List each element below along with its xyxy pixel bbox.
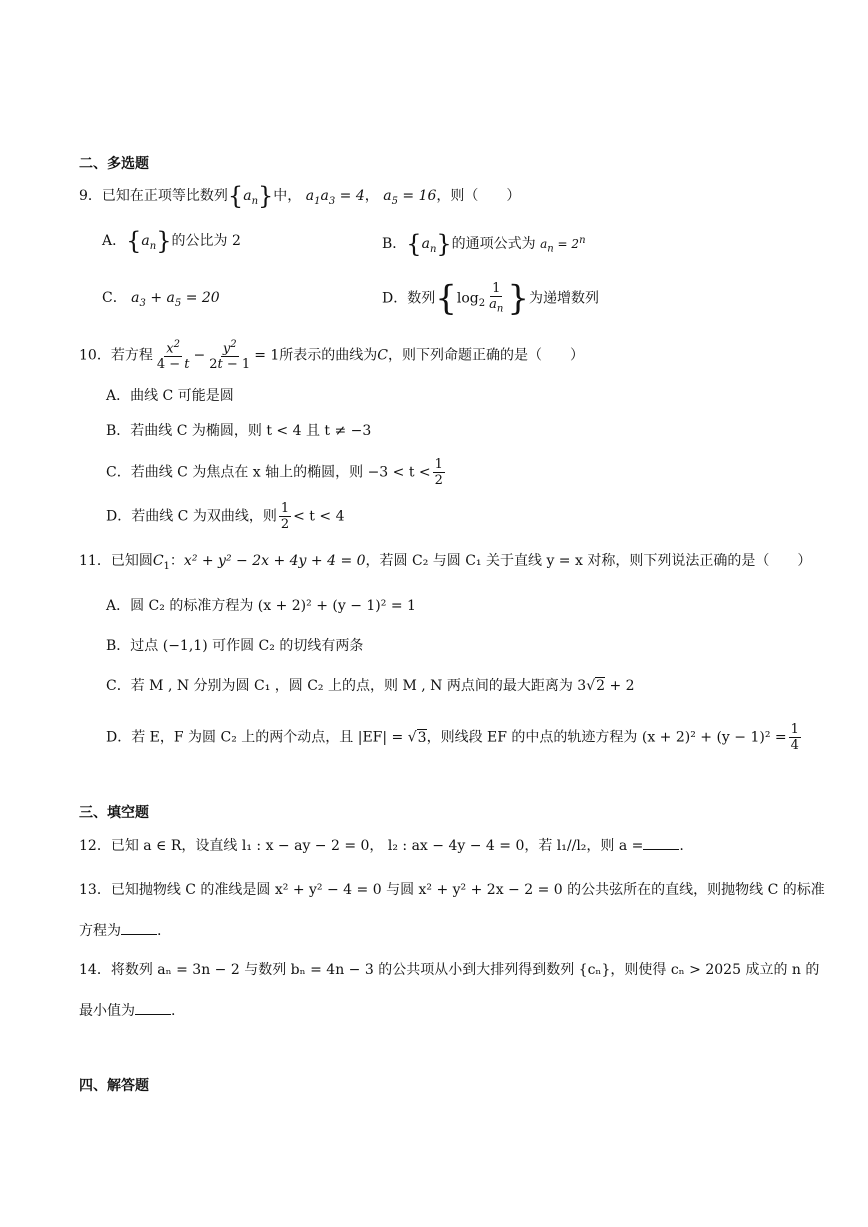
q10-c-pre: C．若曲线 C 为焦点在 x 轴上的椭圆，则 −3 < t < <box>106 464 431 481</box>
q9-b-label: B． <box>382 236 407 252</box>
q11-d-frac-num: 1 <box>790 722 799 737</box>
q13-line2 <box>79 920 161 941</box>
q9-a-label: A． <box>102 233 127 249</box>
q9-c-label: C． <box>102 290 127 306</box>
q11-stem-mid: ，若圆 C₂ 与圆 C₁ 关于直线 y = x 对称，则下列说法正确的是（ ） <box>365 553 812 569</box>
q13-blank[interactable] <box>121 920 157 935</box>
q10-stem-end: ，则下列命题正确的是（ ） <box>388 347 584 364</box>
q13-line1: 13．已知抛物线 C 的准线是圆 x² + y² − 4 = 0 与圆 x² + y² + 2x − 2 = 0 的公共弦所在的直线，则抛物线 C 的标准 <box>79 882 825 898</box>
q9-d-post: 为递增数列 <box>528 290 599 307</box>
section-multi-choice: 二、多选题 <box>79 156 149 172</box>
q10-d-pre: D．若曲线 C 为双曲线，则 <box>106 508 277 525</box>
q9-option-b[interactable]: B．$\{a_n\}$的通项公式为 $a_n = 2^n$ <box>382 230 586 258</box>
q14-line2-text: 最小值为 <box>79 1003 135 1019</box>
q11-option-d[interactable]: D．若 E，F 为圆 C₂ 上的两个动点，且 |EF| = √3，则线段 EF 的中点的轨迹方程为 (x + 2)² + (y − 1)² = $\frac{1}{4}$ <box>106 722 799 753</box>
q13-end: . <box>157 923 162 939</box>
q12 <box>79 835 684 856</box>
q9-stem-pre: 9．已知在正项等比数列 <box>79 188 228 204</box>
q10-stem-pre: 10．若方程 <box>79 347 153 364</box>
q11-stem: 11．已知圆$C_1$：x² + y² − 2x + 4y + 4 = 0，若圆 C₂ 与圆 C₁ 关于直线 y = x 对称，则下列说法正确的是（ ） <box>79 553 812 572</box>
q9-option-a[interactable]: A．$\{a_n\}$的公比为 2 <box>102 227 241 255</box>
q11-c-pre: C．若 M , N 分别为圆 C₁ ，圆 C₂ 上的点，则 M , N 两点间的最大距离为 3 <box>106 678 587 694</box>
q10-option-d[interactable]: D．若曲线 C 为双曲线，则 $\frac{1}{2}$ < t < 4 <box>106 501 345 532</box>
q9-c-text: $a_3 + a_5 = 20$ <box>131 290 220 309</box>
q9-option-d[interactable]: D．数列{$\log_2$ $\frac{1}{a_n}$ }为递增数列 <box>382 278 599 319</box>
q11-c-post: + 2 <box>609 678 635 694</box>
q14-line1: 14．将数列 aₙ = 3n − 2 与数列 bₙ = 4n − 3 的公共项从小到大排列得到数列 {cₙ}，则使得 cₙ > 2025 成立的 n 的 <box>79 962 820 978</box>
q9-b-text: 的通项公式为 <box>451 236 536 252</box>
q10-stem: 10．若方程 $\frac{x^2}{4 - t}$ − $\frac{y^2}{2t - 1}$ = 1所表示的曲线为C，则下列命题正确的是（ ） <box>79 339 584 373</box>
q14-blank[interactable] <box>135 1000 171 1015</box>
q9-option-c[interactable] <box>102 288 220 314</box>
q14-line2 <box>79 1000 175 1021</box>
q10-stem-post: 所表示的曲线为 <box>279 347 378 364</box>
q12-end: . <box>679 838 684 854</box>
q11-d-pre: D．若 E，F 为圆 C₂ 上的两个动点，且 |EF| = <box>106 729 404 746</box>
q11-option-b[interactable]: B．过点 (−1,1) 可作圆 C₂ 的切线有两条 <box>106 638 364 654</box>
q12-text: 12．已知 a ∈ R，设直线 l₁ : x − ay − 2 = 0， l₂ : ax − 4y − 4 = 0，若 l₁//l₂，则 a = <box>79 838 644 854</box>
section-fill-blank: 三、填空题 <box>79 805 149 821</box>
q10-d-post: < t < 4 <box>293 508 345 525</box>
q11-option-c[interactable]: C．若 M , N 分别为圆 C₁ ，圆 C₂ 上的点，则 M , N 两点间的最大距离为 3√2 + 2 <box>106 678 635 694</box>
section-answer: 四、解答题 <box>79 1078 149 1094</box>
q10-option-a[interactable]: A．曲线 C 可能是圆 <box>106 388 234 404</box>
q11-stem-pre: 11．已知圆 <box>79 553 153 569</box>
q9-stem-mid: 中， <box>273 188 302 204</box>
q11-option-a[interactable]: A．圆 C₂ 的标准方程为 (x + 2)² + (y − 1)² = 1 <box>106 598 416 614</box>
q13-line2-text: 方程为 <box>79 923 121 939</box>
q9-d-pre: 数列 <box>407 290 436 307</box>
q10-option-c[interactable]: C．若曲线 C 为焦点在 x 轴上的椭圆，则 −3 < t < $\frac{1}{2}$ <box>106 457 443 488</box>
q9-stem-end: ，则（ ） <box>436 188 521 204</box>
q12-blank[interactable] <box>643 835 679 850</box>
q9-a-text: 的公比为 2 <box>171 233 241 249</box>
q14-end: . <box>171 1003 176 1019</box>
q11-d-frac-den: 4 <box>790 738 799 753</box>
q9-cond1: $a_1a_3 = 4$ <box>305 188 365 207</box>
q9-d-label: D． <box>382 290 408 307</box>
q9-stem: 9．已知在正项等比数列$\{a_n\}$中， $a_1a_3 = 4$， $a_5 = 16$，则（ ） <box>79 182 521 210</box>
q10-option-b[interactable]: B．若曲线 C 为椭圆，则 t < 4 且 t ≠ −3 <box>106 423 372 439</box>
q11-d-mid: ，则线段 EF 的中点的轨迹方程为 (x + 2)² + (y − 1)² = <box>426 729 787 746</box>
q11-stem-eq: x² + y² − 2x + 4y + 4 = 0 <box>183 553 366 569</box>
q9-cond2: $a_5 = 16$ <box>383 188 437 207</box>
